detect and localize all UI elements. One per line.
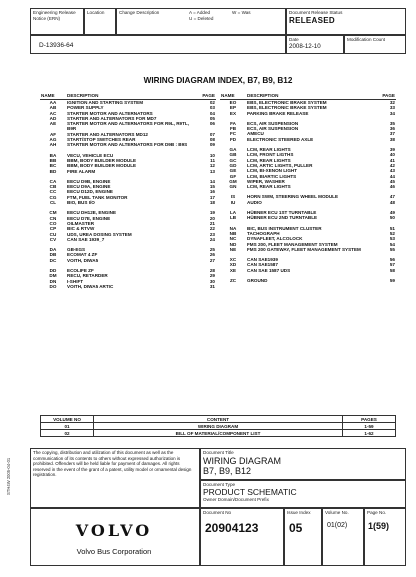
title-block bbox=[30, 448, 406, 566]
row-name: AD bbox=[49, 115, 57, 121]
row-description: LCM, REAR LIGHTS bbox=[247, 184, 291, 190]
row-description: LCM, BIARTIC LIGHTS bbox=[247, 173, 297, 179]
copyright-cell bbox=[30, 448, 200, 508]
row-name: XE bbox=[229, 267, 237, 273]
row-name: EX bbox=[229, 110, 237, 116]
row-name: IS bbox=[230, 194, 236, 200]
row-description: OILMASTER bbox=[67, 220, 95, 226]
row-name: CO bbox=[49, 220, 57, 226]
row-description: ECOLIFE ZF bbox=[67, 268, 94, 274]
page-no-label: Page No. bbox=[367, 510, 387, 515]
row-name: DO bbox=[49, 283, 57, 289]
volume-no-value: 01(02) bbox=[327, 522, 348, 529]
location-cell bbox=[84, 8, 116, 35]
row-description: STARTER MOTOR AND ALTERNATORS bbox=[67, 110, 153, 116]
row-description: HÜBNER ECU 2ND TURNTABLE bbox=[247, 215, 318, 221]
row-description: FTM, FUEL TANK MONITOR bbox=[67, 194, 128, 200]
row-page: 36 bbox=[389, 126, 395, 132]
doc-type-value: PRODUCT SCHEMATIC bbox=[203, 486, 297, 497]
row-page: 38 bbox=[389, 136, 395, 142]
row-name: CP bbox=[49, 226, 57, 232]
row-description: LCM, REAR LIGHTS bbox=[247, 157, 291, 163]
volume-no: 01 bbox=[41, 423, 94, 430]
volume-table bbox=[40, 415, 396, 437]
row-name: AG bbox=[49, 137, 57, 143]
row-description: BIC, BUS INSTRUMENT CLUSTER bbox=[247, 225, 322, 231]
row-description: BBM, BODY BUILDER MODULE bbox=[67, 157, 137, 163]
col-name-header: NAME bbox=[220, 93, 246, 100]
row-description: ECS, AIR SUSPENSION bbox=[247, 120, 299, 126]
row-name: DB bbox=[49, 252, 57, 258]
row-name: GE bbox=[229, 168, 237, 174]
row-page: 57 bbox=[389, 262, 395, 268]
row-name: CG bbox=[49, 194, 57, 200]
row-page: 33 bbox=[389, 105, 395, 111]
volume-content: WIRING DIAGRAM bbox=[94, 423, 343, 430]
row-page: 34 bbox=[389, 110, 395, 116]
row-name: DC bbox=[49, 257, 57, 263]
owner-label: Owner Domain/Document Prefix bbox=[203, 496, 269, 502]
row-name: DA bbox=[49, 247, 57, 253]
date-value: 2008-12-10 bbox=[289, 42, 321, 50]
row-description: POWER SUPPLY bbox=[67, 105, 104, 111]
row-name: AH bbox=[49, 142, 57, 148]
row-description: START/STOP SWITCHES REAR bbox=[67, 137, 136, 143]
row-name: EO bbox=[229, 100, 237, 105]
row-name: BC bbox=[49, 163, 57, 169]
row-page: 43 bbox=[389, 168, 395, 174]
row-description: WIPER, WASHER bbox=[247, 178, 285, 184]
row-description: CAN SAE1939 bbox=[247, 257, 278, 263]
row-description: ECS, AIR SUSPENSION bbox=[247, 126, 299, 132]
row-description: STARTER AND ALTERNATORS MD12 bbox=[67, 131, 148, 137]
row-name: GB bbox=[229, 152, 237, 158]
row-page: 41 bbox=[389, 157, 395, 163]
volume-pages: 1-59 bbox=[343, 423, 396, 430]
row-description: BIO, BUS I/O bbox=[67, 200, 95, 206]
row-description: EBS, ELECTRONIC BRAKE SYSTEM bbox=[247, 100, 327, 105]
col-description-header: DESCRIPTION bbox=[66, 93, 190, 100]
legend-was: W = Was bbox=[232, 10, 251, 15]
volume-no-label: Volume No. bbox=[325, 510, 349, 515]
row-page: 04 bbox=[209, 110, 215, 116]
row-page: 48 bbox=[389, 199, 395, 205]
col-description-header: DESCRIPTION bbox=[246, 93, 370, 100]
row-name: CC bbox=[49, 189, 57, 195]
doc-title-line-1: WIRING DIAGRAM bbox=[203, 455, 281, 466]
row-description: GROUND bbox=[247, 278, 268, 284]
row-name: FC bbox=[229, 131, 237, 137]
row-description: UDS, UREA DOSING SYSTEM bbox=[67, 231, 132, 237]
row-name: LA bbox=[229, 210, 237, 216]
row-name: CB bbox=[49, 184, 57, 190]
row-page: 29 bbox=[209, 273, 215, 279]
row-page: 22 bbox=[209, 226, 215, 232]
row-description: VOITH, DIWA5 bbox=[67, 257, 99, 263]
row-page: 39 bbox=[389, 147, 395, 153]
row-name: CL bbox=[49, 200, 57, 206]
row-page: 19 bbox=[209, 210, 215, 216]
content-header: CONTENT bbox=[94, 416, 343, 423]
row-name: GF bbox=[229, 173, 237, 179]
col-name-header: NAME bbox=[40, 93, 66, 100]
volume-header-row bbox=[41, 416, 396, 423]
table-row bbox=[40, 284, 216, 289]
row-page: 52 bbox=[389, 230, 395, 236]
date-cell bbox=[286, 35, 344, 54]
row-description: CAN SAE1587 bbox=[247, 262, 278, 268]
row-description: TACHOGRAPH bbox=[247, 230, 280, 236]
col-page-header: PAGE bbox=[190, 93, 216, 100]
doc-no-label: Document No bbox=[203, 510, 232, 515]
row-name: NB bbox=[229, 230, 237, 236]
row-name: DD bbox=[49, 268, 57, 274]
doc-title-label: Document Title bbox=[203, 450, 234, 455]
row-page: 20 bbox=[209, 215, 215, 221]
row-name: GN bbox=[229, 184, 237, 190]
row-page: 49 bbox=[389, 210, 395, 216]
row-name: FD bbox=[229, 136, 237, 142]
logo-cell bbox=[30, 508, 200, 566]
row-description: AMECU bbox=[247, 131, 264, 137]
volume-row bbox=[41, 430, 396, 437]
row-name: ND bbox=[229, 241, 237, 247]
row-name: ZC bbox=[229, 278, 237, 284]
row-name: BA bbox=[49, 152, 57, 158]
release-status-label: Document Release Status bbox=[289, 10, 343, 15]
row-page: 12 bbox=[209, 163, 215, 169]
ern-number-cell bbox=[30, 35, 286, 54]
row-page: 11 bbox=[210, 157, 215, 163]
row-page: 09 bbox=[209, 142, 215, 148]
row-name: FA bbox=[230, 120, 236, 126]
volume-content: BILL OF MATERIAL/COMPONENT LIST bbox=[94, 430, 343, 437]
row-name: AC bbox=[49, 110, 57, 116]
row-name: NA bbox=[229, 225, 237, 231]
row-name: AA bbox=[49, 100, 57, 105]
legend-added: A = Added bbox=[189, 10, 211, 15]
row-description: PARKING BRAKE RELEASE bbox=[247, 110, 309, 116]
row-description: CAN SAE 1939_7 bbox=[67, 236, 105, 242]
row-page: 59 bbox=[389, 278, 395, 284]
table-row bbox=[220, 278, 396, 283]
row-page: 18 bbox=[209, 200, 215, 206]
col-page-header: PAGE bbox=[370, 93, 396, 100]
row-page: 26 bbox=[209, 252, 215, 258]
row-page: 17 bbox=[209, 194, 215, 200]
row-description: VECU, VEHICLE ECU bbox=[67, 152, 114, 158]
row-description: EECU D9B, ENGINE bbox=[67, 178, 111, 184]
row-name: DN bbox=[49, 278, 57, 284]
row-name: AB bbox=[49, 105, 57, 111]
row-page: 56 bbox=[389, 257, 395, 263]
row-name: EP bbox=[229, 105, 237, 111]
row-page: 51 bbox=[389, 225, 395, 231]
volvo-logo: VOLVO bbox=[75, 521, 153, 540]
row-page: 16 bbox=[209, 189, 215, 195]
row-name: CV bbox=[49, 236, 57, 242]
row-name: BB bbox=[49, 157, 57, 163]
row-name: GC bbox=[229, 157, 237, 163]
row-name: AF bbox=[49, 131, 57, 137]
location-label: Location bbox=[87, 10, 105, 15]
legend-deleted: U = Deleted bbox=[189, 16, 214, 21]
row-name: IU bbox=[230, 199, 236, 205]
corp-name: Volvo Bus Corporation bbox=[76, 547, 152, 556]
copyright-text: The copying, distribution and utilization of this document as well as the communication of its contents to others without expressed authorization is prohibited. Offenders will be held liable for payment of damages. All rights reserved in the event of the grant of a patent, utility model or ornamental design registration. bbox=[33, 450, 192, 478]
release-status-value: RELEASED bbox=[289, 15, 335, 25]
row-page: 10 bbox=[209, 152, 215, 158]
row-description: ELECTRONIC STEERED AXLE bbox=[247, 136, 314, 142]
row-description: BIC & RTVW bbox=[67, 226, 95, 232]
row-page: 05 bbox=[209, 115, 215, 121]
ern-label: Engineering Release Notice (ERN) bbox=[33, 10, 76, 21]
row-description: LCM, FRONT LIGTHS bbox=[247, 152, 294, 158]
header-block bbox=[30, 8, 406, 54]
doc-no-value: 20904123 bbox=[205, 521, 259, 535]
row-description: LCM, REAR LIGHTS bbox=[247, 147, 291, 153]
page-no-value: 1(59) bbox=[368, 521, 390, 531]
row-description: FMS 200, FLEET MANAGEMENT SYSTEM bbox=[247, 241, 338, 247]
row-page: 25 bbox=[209, 247, 215, 253]
row-page: 45 bbox=[389, 178, 395, 184]
row-description: STARTER AND ALTERNATORS FOR MD7 bbox=[67, 115, 157, 121]
row-name: CA bbox=[49, 178, 57, 184]
doc-no-cell bbox=[200, 508, 284, 566]
row-description: EBS, ELECTRONIC BRAKE SYSTEM bbox=[247, 105, 327, 111]
page-title: WIRING DIAGRAM INDEX, B7, B9, B12 bbox=[143, 76, 293, 85]
page-no-cell bbox=[364, 508, 406, 566]
issue-cell bbox=[284, 508, 322, 566]
row-description: EECU DH12E, ENGINE bbox=[67, 210, 117, 216]
index-table-right bbox=[220, 93, 396, 283]
row-page: 54 bbox=[389, 241, 395, 247]
row-description: ECOMAT 4 ZF bbox=[67, 252, 98, 258]
row-name: CU bbox=[49, 231, 57, 237]
issue-value: 05 bbox=[289, 521, 303, 535]
row-description: FIRE ALARM bbox=[67, 168, 96, 174]
row-page: 47 bbox=[389, 194, 395, 200]
row-name: XC bbox=[229, 257, 237, 263]
change-label: Change Description bbox=[119, 10, 160, 15]
row-page: 30 bbox=[209, 278, 215, 284]
row-page: 42 bbox=[389, 162, 395, 168]
row-description: GB-EGS bbox=[67, 247, 86, 253]
row-page: 23 bbox=[209, 231, 215, 237]
row-description: CAN SAE 1587 UDS bbox=[247, 267, 291, 273]
row-name: CN bbox=[49, 215, 57, 221]
row-page: 46 bbox=[389, 184, 395, 190]
row-page: 07 bbox=[209, 131, 215, 137]
row-description: HÜBNER ECU 1ST TURNTABLE bbox=[247, 210, 317, 216]
volume-no-cell bbox=[322, 508, 364, 566]
row-page: 53 bbox=[389, 236, 395, 242]
row-page: 14 bbox=[209, 178, 215, 184]
row-page: 37 bbox=[389, 131, 395, 137]
row-name: XD bbox=[229, 262, 237, 268]
doc-type-label: Document Type bbox=[203, 482, 236, 487]
row-page: 06 bbox=[209, 121, 215, 127]
change-cell bbox=[116, 8, 286, 35]
side-code: STH4W 2005-04-01 bbox=[6, 457, 11, 495]
row-description: EECU D9A, ENGINE bbox=[67, 184, 111, 190]
row-page: 15 bbox=[209, 184, 215, 190]
row-page: 35 bbox=[389, 120, 395, 126]
date-label: Date bbox=[289, 37, 299, 42]
volume-no: 02 bbox=[41, 430, 94, 437]
row-page: 13 bbox=[209, 168, 215, 174]
pages-header: PAGES bbox=[343, 416, 396, 423]
row-name: BD bbox=[49, 168, 57, 174]
volume-pages: 1-62 bbox=[343, 430, 396, 437]
ern-number: D-13936-64 bbox=[39, 42, 74, 49]
index-table-left bbox=[40, 93, 216, 289]
row-name: AE bbox=[49, 121, 57, 127]
ern-cell bbox=[30, 8, 84, 35]
row-page: 44 bbox=[389, 173, 395, 179]
row-page: 24 bbox=[209, 236, 215, 242]
row-page: 32 bbox=[389, 100, 395, 105]
row-description: RECU, RETARDER bbox=[67, 273, 108, 279]
row-page: 40 bbox=[389, 152, 395, 158]
row-description: EECU D7E, ENGINE bbox=[67, 215, 111, 221]
row-page: 55 bbox=[389, 246, 395, 252]
doc-type-cell bbox=[200, 480, 406, 508]
row-description: STARTER MOTOR AND ALTERNATORS FOR D9B : B9S bbox=[67, 142, 188, 148]
row-name: GM bbox=[229, 178, 237, 184]
row-page: 50 bbox=[389, 215, 395, 221]
row-page: 58 bbox=[389, 267, 395, 273]
row-description: FMS 200 GATEWAY, FLEET MANAGEMENT SYSTEM bbox=[247, 246, 361, 252]
row-name: CM bbox=[49, 210, 57, 216]
table-row bbox=[40, 121, 216, 132]
row-description: IGNITION AND STARTING SYSTEM bbox=[67, 100, 144, 105]
row-name: LB bbox=[229, 215, 237, 221]
doc-title-line-2: B7, B9, B12 bbox=[203, 465, 252, 476]
document-sheet bbox=[30, 8, 406, 568]
mod-count-label: Modification Count bbox=[347, 37, 386, 42]
row-page: 21 bbox=[209, 220, 215, 226]
row-description: DYNAFLEET, ALCOLOCK bbox=[247, 236, 303, 242]
row-description: LCM, ARTIC LIGHTS, PULLER bbox=[247, 162, 313, 168]
row-page: 02 bbox=[209, 100, 215, 105]
row-description: VOITH, DIWA5 ARTIC bbox=[67, 283, 114, 289]
row-page: 08 bbox=[209, 137, 215, 143]
row-description: HORN SWM, STEERING WHEEL MODULE bbox=[247, 194, 339, 200]
row-name: GA bbox=[229, 147, 237, 153]
release-status-cell bbox=[286, 8, 406, 35]
row-description: AUDIO bbox=[247, 199, 262, 205]
row-description: LCM, BI-XENON LIGHT bbox=[247, 168, 298, 174]
volume-no-header: VOLUME NO bbox=[41, 416, 94, 423]
doc-title-cell bbox=[200, 448, 406, 480]
row-page: 27 bbox=[209, 257, 215, 263]
row-name: NC bbox=[229, 236, 237, 242]
row-description: I-SHIFT bbox=[67, 278, 84, 284]
row-page: 31 bbox=[209, 283, 215, 289]
row-description: STARTER MOTOR AND ALTERNATORS FOR R9L, R9TL, B9R bbox=[67, 121, 189, 132]
row-description: EECU D12D, ENGINE bbox=[67, 189, 113, 195]
row-name: DM bbox=[49, 273, 57, 279]
row-name: GD bbox=[229, 162, 237, 168]
issue-label: Issue Index bbox=[287, 510, 311, 515]
row-description: BBM, BODY BUILDER MODULE bbox=[67, 163, 137, 169]
volume-row bbox=[41, 423, 396, 430]
row-page: 28 bbox=[209, 268, 215, 274]
row-name: FB bbox=[229, 126, 237, 132]
row-name: NE bbox=[229, 246, 237, 252]
row-page: 03 bbox=[209, 105, 215, 111]
mod-count-cell bbox=[344, 35, 406, 54]
